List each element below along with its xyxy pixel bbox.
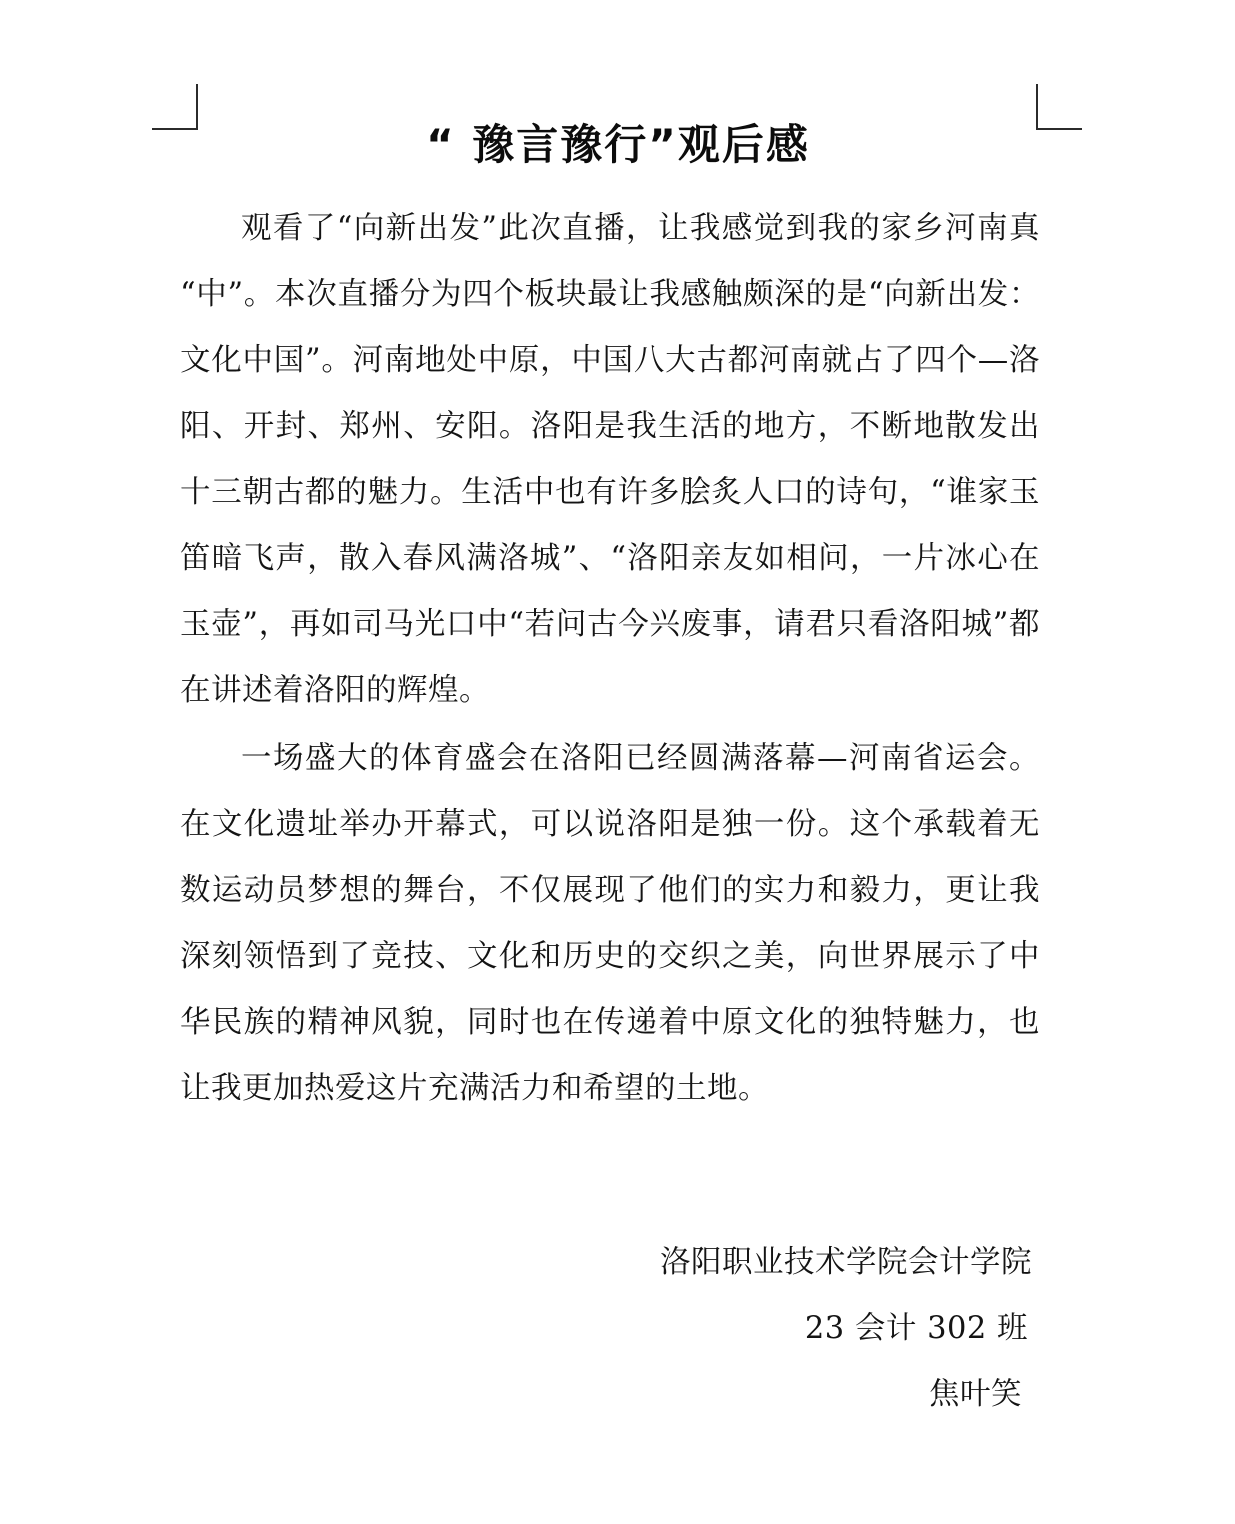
signature-organization: 洛阳职业技术学院会计学院 — [660, 1245, 1032, 1280]
page-title: “ 豫言豫行”观后感 — [426, 120, 810, 169]
signature-class: 23 会计 302 班 — [804, 1311, 1028, 1346]
signature-author: 焦叶笑 — [929, 1377, 1022, 1412]
document-body — [180, 196, 1040, 1124]
signature-block — [180, 1230, 1040, 1428]
paragraph-1: 观看了“向新出发”此次直播，让我感觉到我的家乡河南真“中”。本次直播分为四个板块最让我感触颇深的是“向新出发：文化中国”。河南地处中原，中国八大古都河南就占了四个—洛阳、开封、郑州、安阳。洛阳是我生活的地方，不断地散发出十三朝古都的魅力。生活中也有许多脍炙人口的诗句，“谁家玉笛暗飞声，散入春风满洛城”、“洛阳亲友如相问，一片冰心在玉壶”，再如司马光口中“若问古今兴废事，请君只看洛阳城”都在讲述着洛阳的辉煌。 — [180, 211, 1040, 708]
paragraph-2: 一场盛大的体育盛会在洛阳已经圆满落幕—河南省运会。在文化遗址举办开幕式，可以说洛阳是独一份。这个承载着无数运动员梦想的舞台，不仅展现了他们的实力和毅力，更让我深刻领悟到了竞技、文化和历史的交织之美，向世界展示了中华民族的精神风貌，同时也在传递着中原文化的独特魅力，也让我更加热爱这片充满活力和希望的土地。 — [180, 741, 1040, 1106]
